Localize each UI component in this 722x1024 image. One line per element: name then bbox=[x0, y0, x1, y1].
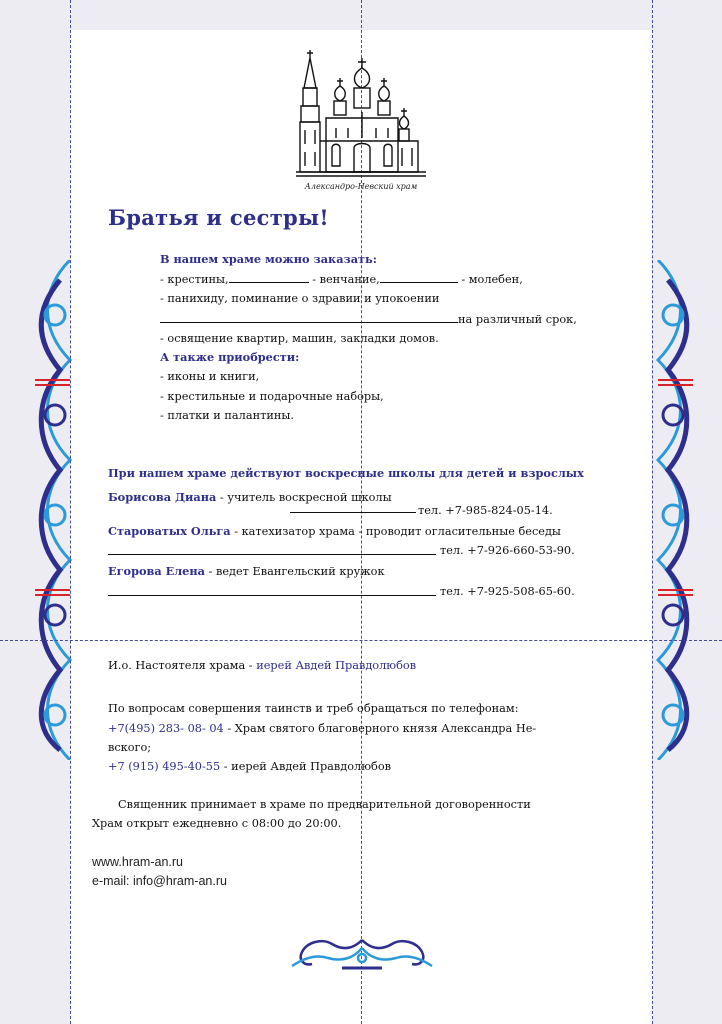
phone-line-2 bbox=[108, 760, 391, 774]
phone-line-1 bbox=[108, 722, 536, 736]
contact-name: Егорова Елена bbox=[108, 564, 205, 578]
contact-phone: тел. +7-925-508-65-60. bbox=[440, 585, 575, 598]
fold-line-left bbox=[70, 0, 71, 1024]
order-heading: В нашем храме можно заказать: bbox=[160, 252, 377, 266]
logo-caption: Александро-Невский храм bbox=[304, 182, 418, 191]
church-icon bbox=[296, 48, 426, 184]
order-line-3-suffix: на различный срок, bbox=[458, 313, 577, 326]
buy-item: - иконы и книги, bbox=[160, 370, 260, 383]
buy-item: - платки и палантины. bbox=[160, 409, 294, 422]
note-priest-appointment: Священник принимает в храме по предварительной договоренности bbox=[118, 798, 531, 811]
left-ornament bbox=[30, 260, 80, 760]
fold-line-right bbox=[652, 0, 653, 1024]
phone-1-description: - Храм святого благоверного князя Александра Не- bbox=[223, 722, 537, 735]
phone-number-temple: +7(495) 283- 08- 04 bbox=[108, 722, 224, 735]
order-line-2: - панихиду, поминание о здравии и упокоении bbox=[160, 292, 440, 305]
phone-number-priest: +7 (915) 495-40-55 bbox=[108, 760, 221, 773]
contact-row bbox=[108, 525, 561, 539]
contact-row bbox=[108, 565, 385, 579]
contact-phone: тел. +7-985-824-05-14. bbox=[418, 504, 553, 517]
rector-line bbox=[108, 659, 416, 673]
order-item-moleben: - молебен, bbox=[461, 273, 523, 286]
greeting-heading: Братья и сестры! bbox=[108, 205, 329, 230]
schools-heading: При нашем храме действуют воскресные школы для детей и взрослых bbox=[108, 466, 584, 480]
order-line-3 bbox=[160, 312, 577, 327]
blank-line bbox=[229, 272, 309, 283]
also-buy-heading: А также приобрести: bbox=[160, 350, 300, 364]
contact-name: Борисова Диана bbox=[108, 490, 217, 504]
contact-name: Староватых Ольга bbox=[108, 524, 231, 538]
blank-line bbox=[290, 502, 416, 513]
order-item-christening: - крестины, bbox=[160, 273, 229, 286]
blank-line bbox=[108, 585, 436, 596]
buy-item: - крестильные и подарочные наборы, bbox=[160, 390, 384, 403]
website-link[interactable]: www.hram-an.ru bbox=[92, 855, 183, 869]
phone-2-description: - иерей Авдей Правдолюбов bbox=[220, 760, 392, 773]
contact-role: - ведет Евангельский кружок bbox=[204, 565, 385, 578]
blank-line bbox=[380, 272, 458, 283]
order-line-1 bbox=[160, 272, 523, 287]
order-line-4: - освящение квартир, машин, закладки домов. bbox=[160, 332, 439, 345]
phone-line-1-cont: вского; bbox=[108, 741, 152, 754]
email-link[interactable]: e-mail: info@hram-an.ru bbox=[92, 874, 227, 888]
blank-line bbox=[160, 312, 458, 323]
contact-role: - учитель воскресной школы bbox=[216, 491, 392, 504]
fold-line-horizontal bbox=[0, 640, 722, 641]
note-opening-hours: Храм открыт ежедневно с 08:00 до 20:00. bbox=[92, 817, 342, 830]
rector-name: иерей Авдей Правдолюбов bbox=[256, 659, 417, 672]
contact-role: - катехизатор храма - проводит огласительные беседы bbox=[230, 525, 561, 538]
bottom-ornament bbox=[282, 936, 442, 972]
rector-label: И.о. Настоятеля храма - bbox=[108, 659, 257, 672]
phones-intro: По вопросам совершения таинств и треб обращаться по телефонам: bbox=[108, 702, 519, 715]
right-ornament bbox=[648, 260, 698, 760]
order-item-wedding: - венчание, bbox=[312, 273, 380, 286]
blank-line bbox=[108, 544, 436, 555]
contact-phone: тел. +7-926-660-53-90. bbox=[440, 544, 575, 557]
